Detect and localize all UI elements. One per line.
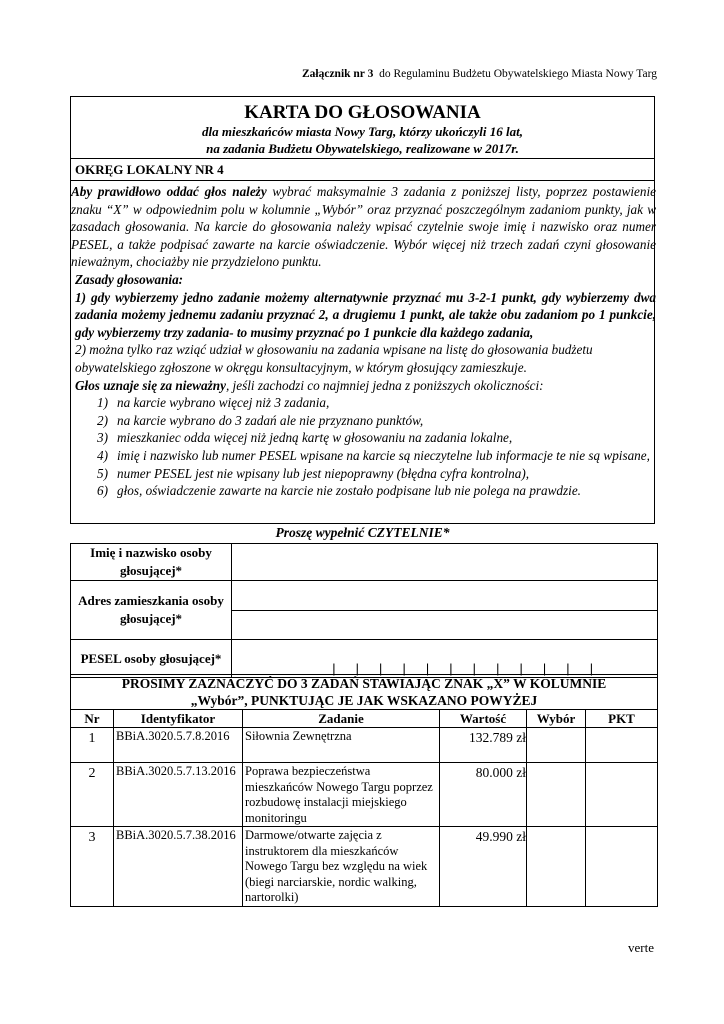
column-header-pkt: PKT bbox=[586, 710, 658, 728]
fill-legibly-note: Proszę wypełnić CZYTELNIE* bbox=[275, 525, 450, 540]
row-number: 3 bbox=[71, 827, 114, 907]
condition-text: numer PESEL jest nie wpisany lub jest niepoprawny (błędna cyfra kontrolna), bbox=[117, 465, 530, 481]
condition-item bbox=[71, 447, 656, 465]
intro-rest: wybrać maksymalnie 3 zadania z poniższej listy, poprzez postawienie znaku “X” w odpowiednim polu w kolumnie „Wybór” oraz przyznać poszczególnym zadaniom punkty, jak w zasadach głosowania. Na karcie do głosowania należy wpisać czytelnie swoje imię i nazwisko oraz numer PESEL, a także podpisać zawarte na karcie oświadczenie. Wybór więcej niż trzech zadań czyni głosowanie nieważnym, chociażby nie przydzielono punktu. bbox=[71, 184, 657, 270]
verte-label: verte bbox=[628, 940, 654, 955]
card-subtitle-2: na zadania Budżetu Obywatelskiego, realizowane w 2017r. bbox=[206, 141, 519, 156]
attachment-description: do Regulaminu Budżetu Obywatelskiego Miasta Nowy Targ bbox=[379, 68, 657, 80]
invalid-rest: , jeśli zachodzi co najmniej jedna z poniższych okoliczności: bbox=[225, 377, 544, 393]
condition-text: na karcie wybrano do 3 zadań ale nie przyznano punktów, bbox=[117, 412, 424, 428]
address-field-line-2[interactable] bbox=[232, 611, 658, 640]
invalid-bold: Głos uznaje się za nieważny bbox=[75, 377, 226, 393]
voting-instruction-line-2: „Wybór”, PUNKTUJĄC JE JAK WSKAZANO POWYŻEJ bbox=[190, 693, 538, 708]
choice-cell[interactable] bbox=[527, 763, 586, 827]
address-label: Adres zamieszkania osoby głosującej* bbox=[71, 581, 232, 640]
choice-cell[interactable] bbox=[527, 728, 586, 763]
attachment-number: Załącznik nr 3 bbox=[301, 68, 374, 80]
row-value: 80.000 zł bbox=[440, 763, 527, 827]
row-task: Poprawa bezpieczeństwa mieszkańców Nowego Targu poprzez rozbudowę instalacji miejskiego monitoringu bbox=[243, 763, 440, 827]
rule-2 bbox=[71, 341, 656, 376]
condition-number: 3) bbox=[97, 430, 108, 446]
voting-instruction-line-1: PROSIMY ZAZNACZYĆ DO 3 ZADAŃ STAWIAJĄC ZNAK „X” W KOLUMNIE bbox=[121, 676, 607, 691]
condition-number: 1) bbox=[97, 395, 108, 411]
address-field-line-1[interactable] bbox=[232, 581, 658, 611]
points-cell[interactable] bbox=[586, 827, 658, 907]
condition-item bbox=[71, 482, 656, 500]
column-header-value: Wartość bbox=[440, 710, 527, 728]
title-area bbox=[71, 97, 654, 159]
column-header-task: Zadanie bbox=[243, 710, 440, 728]
row-number: 2 bbox=[71, 763, 114, 827]
rules-heading: Zasady głosowania: bbox=[75, 271, 184, 287]
voting-instruction bbox=[71, 675, 658, 710]
rule-2-text: 2) można tylko raz wziąć udział w głosowaniu na zadania wpisane na listę do głosowania budżetu obywatelskiego zgłoszone w okręgu konsultacyjnym, w którym głosujący zamieszkuje. bbox=[75, 342, 593, 375]
intro-bold: Aby prawidłowo oddać głos należy bbox=[71, 184, 267, 199]
invalid-conditions-list bbox=[71, 394, 656, 500]
condition-text: na karcie wybrano więcej niż 3 zadania, bbox=[117, 395, 330, 411]
district-label: OKRĘG LOKALNY NR 4 bbox=[71, 159, 654, 181]
condition-text: mieszkaniec odda więcej niż jedną kartę w głosowaniu na zadania lokalne, bbox=[117, 430, 513, 446]
points-cell[interactable] bbox=[586, 728, 658, 763]
pesel-label: PESEL osoby głosującej* bbox=[71, 640, 232, 678]
invalid-heading bbox=[71, 377, 656, 395]
name-label: Imię i nazwisko osoby głosującej* bbox=[71, 544, 232, 581]
row-value: 49.990 zł bbox=[440, 827, 527, 907]
row-value: 132.789 zł bbox=[440, 728, 527, 763]
condition-number: 4) bbox=[97, 447, 108, 463]
row-identifier: BBiA.3020.5.7.8.2016 bbox=[114, 728, 243, 763]
points-cell[interactable] bbox=[586, 763, 658, 827]
card-title: KARTA DO GŁOSOWANIA bbox=[244, 102, 481, 123]
table-row bbox=[71, 728, 658, 763]
choice-cell[interactable] bbox=[527, 827, 586, 907]
intro-paragraph bbox=[71, 183, 656, 271]
column-header-identifier: Identyfikator bbox=[114, 710, 243, 728]
instructions-text bbox=[71, 183, 656, 500]
card-subtitle-1: dla mieszkańców miasta Nowy Targ, którzy ukończyli 16 lat, bbox=[202, 124, 523, 139]
row-task: Darmowe/otwarte zajęcia z instruktorem dla mieszkańców Nowego Targu bez względu na wiek (biegi narciarskie, nordic walking, nartorolki) bbox=[243, 827, 440, 907]
row-task: Siłownia Zewnętrzna bbox=[243, 728, 440, 763]
column-header-nr: Nr bbox=[71, 710, 114, 728]
row-number: 1 bbox=[71, 728, 114, 763]
voting-table bbox=[70, 674, 658, 907]
row-identifier: BBiA.3020.5.7.13.2016 bbox=[114, 763, 243, 827]
table-row bbox=[71, 827, 658, 907]
pesel-field[interactable]: |__|__|__|__|__|__|__|__|__|__|__| bbox=[232, 640, 658, 678]
voter-data-table bbox=[70, 543, 658, 678]
condition-number: 2) bbox=[97, 412, 108, 428]
attachment-note bbox=[302, 68, 657, 80]
instructions-box bbox=[70, 96, 655, 524]
rule-1: 1) gdy wybierzemy jedno zadanie możemy alternatywnie przyznać mu 3-2-1 punkt, gdy wybierzemy dwa zadania możemy jednemu zadaniu przyznać 2, a drugiemu 1 punkt, ale także obu zadaniom po 1 punkcie, gdy wybierzemy trzy zadania- to musimy przyznać po 1 punkcie dla każdego zadania, bbox=[75, 289, 656, 340]
condition-text: imię i nazwisko lub numer PESEL wpisane na karcie są nieczytelne lub informacje te nie są wpisane, bbox=[117, 447, 650, 463]
name-field[interactable] bbox=[232, 544, 658, 581]
condition-text: głos, oświadczenie zawarte na karcie nie zostało podpisane lub nie polega na prawdzie. bbox=[117, 483, 581, 499]
condition-number: 5) bbox=[97, 465, 108, 481]
row-identifier: BBiA.3020.5.7.38.2016 bbox=[114, 827, 243, 907]
condition-item bbox=[71, 465, 656, 483]
condition-item bbox=[71, 412, 656, 430]
column-header-choice: Wybór bbox=[527, 710, 586, 728]
table-row bbox=[71, 763, 658, 827]
condition-number: 6) bbox=[97, 483, 108, 499]
condition-item bbox=[71, 394, 656, 412]
condition-item bbox=[71, 429, 656, 447]
